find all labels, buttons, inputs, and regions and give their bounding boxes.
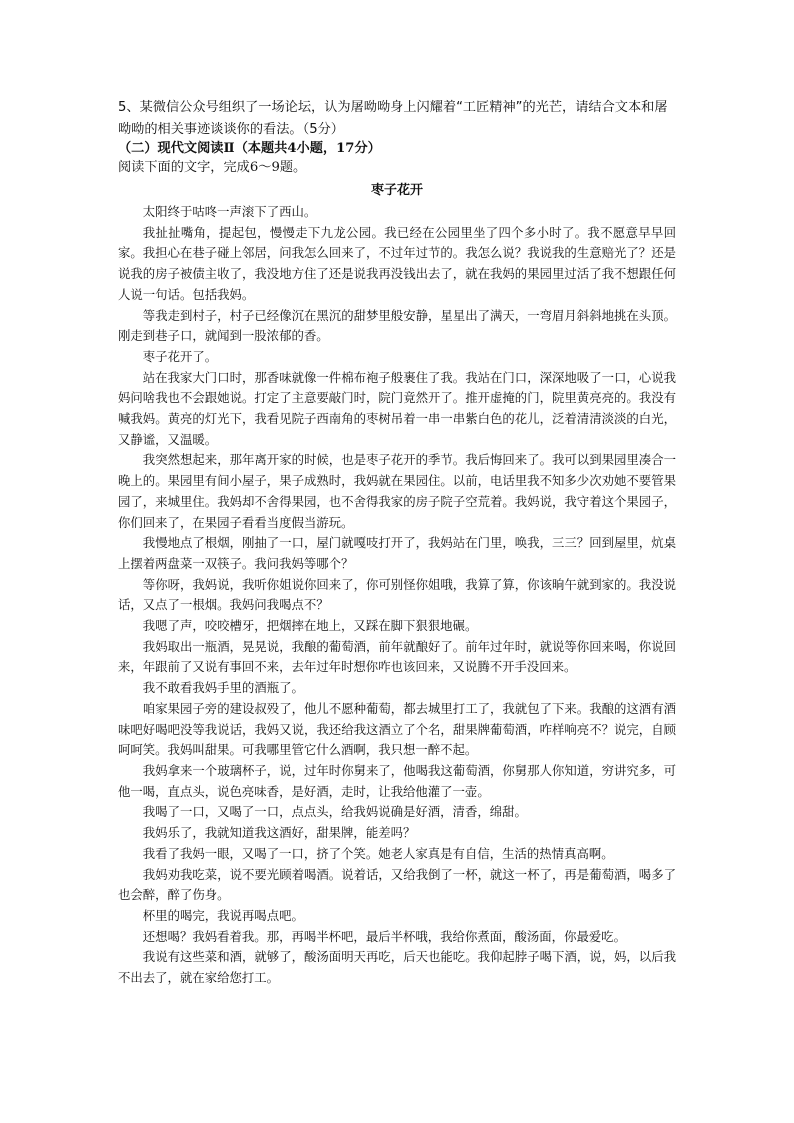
paragraph: 杯里的喝完，我说再喝点吧。 [142,907,304,923]
paragraph: 我说有这些菜和酒，就够了，酸汤面明天再吃，后天也能吃。我仰起脖子喝下酒，说，妈，以后我不出去了，就在家给您打工。 [118,949,676,986]
paragraph: 我喝了一口，又喝了一口，点点头，给我妈说确是好酒，清香，绵甜。 [142,804,527,820]
paragraph: 我嗯了声，咬咬槽牙，把烟摔在地上，又踩在脚下狠狠地碾。 [142,618,478,634]
paragraph: 我妈劝我吃菜，说不要光顾着喝酒。说着话，又给我倒了一杯，就这一杯了，再是葡萄酒，喝多了也会醉，醉了伤身。 [118,866,676,903]
story-title: 枣子花开 [370,183,423,198]
paragraph: 我妈取出一瓶酒，晃晃说，我酿的葡萄酒，前年就酿好了。前年过年时，就说等你回来喝，你说回来，年跟前了又说有事回不来，去年过年时想你咋也该回来，又说腾不开手没回来。 [118,638,676,675]
section-heading [118,139,678,159]
paragraph: 等我走到村子，村子已经像沉在黑沉的甜梦里般安静，星星出了满天，一弯眉月斜斜地挑在头顶。刚走到巷子口，就闻到一股浓郁的香。 [118,307,676,344]
paragraph: 咱家果园子旁的建设叔殁了，他儿不愿种葡萄，都去城里打工了，我就包了下来。我酿的这酒有酒味吧好喝吧没等我说话，我妈又说，我还给我这酒立了个名，甜果牌葡萄酒，咋样响亮不？说完，自顾呵呵笑。我妈叫甜果。可我哪里管它什么酒啊，我只想一醉不起。 [118,700,676,758]
paragraph: 我妈乐了，我就知道我这酒好，甜果牌，能差吗？ [142,825,416,841]
paragraph: 我慢地点了根烟，刚抽了一口，屋门就嘎吱打开了，我妈站在门里，唤我，三三？回到屋里，炕桌上摆着两盘菜一双筷子。我问我妈等哪个？ [118,535,676,571]
paragraph: 太阳终于咕咚一声滚下了西山。 [142,204,317,219]
paragraph: 我看了我妈一眼，又喝了一口，挤了个笑。她老人家真是有自信，生活的热情真高啊。 [142,845,614,861]
paragraph: 枣子花开了。 [142,348,218,364]
paragraph: 我妈拿来一个玻璃杯子，说，过年时你舅来了，他喝我这葡萄酒，你舅那人你知道，穷讲究多，可他一喝，直点头，说色亮味香，是好酒，走时，让我给他灌了一壶。 [118,762,676,799]
story-body [118,202,676,989]
paragraph: 还想喝？我妈看着我。那，再喝半杯吧，最后半杯哦，我给你煮面，酸汤面，你最爱吃。 [142,928,627,944]
paragraph: 我不敢看我妈手里的酒瓶了。 [142,680,304,696]
question-5: 5、某微信公众号组织了一场论坛，认为屠呦呦身上闪耀着“工匠精神”的光芒，请结合文本和屠呦呦的相关事迹谈谈你的看法。（5分） [118,100,668,137]
paragraph: 等你呀，我妈说，我听你姐说你回来了，你可别怪你姐哦，我算了算，你该晌午就到家的。我没说话，又点了一根烟。我妈问我喝点不？ [118,576,676,613]
reading-instruction: 阅读下面的文字，完成6～9题。 [118,160,307,175]
paragraph: 站在我家大门口时，那香味就像一件棉布袍子般裹住了我。我站在门口，深深地吸了一口，心说我妈问啥我也不会跟她说。打定了主意要敲门时，院门竟然开了。推开虚掩的门，院里黄亮亮的。我没有喊我妈。黄亮的灯光下，我看见院子西南角的枣树吊着一串一串紫白色的花儿，泛着清清淡淡的白光，又静谧，又温暖。 [118,369,676,447]
paragraph: 我扯扯嘴角，提起包，慢慢走下九龙公园。我已经在公园里坐了四个多小时了。我不愿意早早回家。我担心在巷子碰上邻居，问我怎么回来了，不过年过节的。我怎么说？我说我的生意赔光了？还是说我的房子被债主收了，我没地方住了还是说我再没钱出去了，就在我妈的果园里过活了我不想跟任何人说一句话。包括我妈。 [118,224,676,302]
section-heading-text: （二）现代文阅读Ⅱ（本题共4小题，17分） [118,141,381,156]
paragraph: 我突然想起来，那年离开家的时候，也是枣子花开的季节。我后悔回来了。我可以到果园里凑合一晚上的。果园里有间小屋子，果子成熟时，我妈就在果园住。以前，电话里我不知多少次劝她不要管果园了，来城里住。我妈却不舍得果园，也不舍得我家的房子院子空荒着。我妈说，我守着这个果园子，你们回来了，在果园子看看当度假当游玩。 [118,452,676,530]
